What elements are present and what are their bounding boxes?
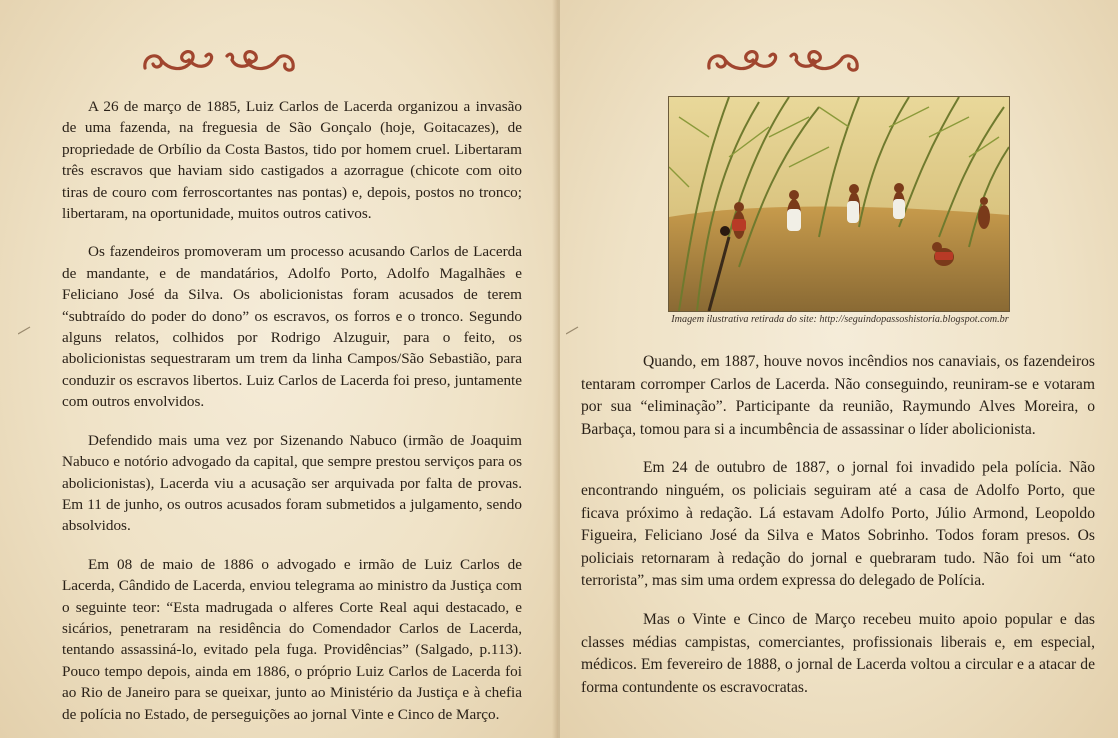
left-page (0, 0, 558, 738)
right-page-text (581, 351, 1095, 715)
paragraph: Quando, em 1887, houve novos incêndios nos canaviais, os fazendeiros tentaram corromper Carlos de Lacerda. Não conseguindo, reuniram-se e votaram por sua “eliminação”. Participante da reunião, Raymundo Alves Moreira, o Barbaça, tomou para si a incumbência de assassinar o líder abolicionista. (581, 353, 1095, 438)
sugarcane-field-illustration (668, 96, 1010, 312)
paragraph: Defendido mais uma vez por Sizenando Nabuco (irmão de Joaquim Nabuco e notório advogado da capital, que sempre prestou serviços para os abolicionistas), Lacerda viu a acusação ser arquivada por falta de provas. Em 11 de junho, os outros acusados foram submetidos a julgamento, sendo absolvidos. (62, 431, 522, 535)
paragraph: Os fazendeiros promoveram um processo acusando Carlos de Lacerda de mandante, e de mandatários, Adolfo Porto, Adolfo Magalhães e Feliciano José da Silva. Os abolicionistas foram acusados de terem “subtraído do poder do dono” os escravos, os forros e o tronco. Segundo alguns relatos, colhidos por Rodrigo Alzuguir, para o feito, os abolicionistas sequestraram um trem da linha Campos/São Sebastião, para conduzir os escravos libertos. Luiz Carlos de Lacerda foi preso, juntamente com outros envolvidos. (62, 243, 522, 411)
scroll-ornament-icon (139, 38, 299, 82)
image-caption: Imagem ilustrativa retirada do site: http://seguindopassoshistoria.blogspot.com.br (671, 314, 1009, 325)
right-page (560, 0, 1118, 738)
paragraph: Em 08 de maio de 1886 o advogado e irmão de Luiz Carlos de Lacerda, Cândido de Lacerda, enviou telegrama ao ministro da Justiça com o seguinte teor: “Esta madrugada o alferes Corte Real aqui destacado, e sicários, penetraram na residência do Comendador Carlos de Lacerda, tentando assassiná-lo, evitado pela fuga. Providências” (Salgado, p.113). Pouco tempo depois, ainda em 1886, o próprio Luiz Carlos de Lacerda foi ao Rio de Janeiro para se queixar, junto ao Ministério da Justiça e à chefia de polícia no Estado, de perseguições ao jornal Vinte e Cinco de Março. (62, 555, 522, 723)
left-page-text (62, 96, 522, 738)
scroll-ornament-icon (703, 38, 863, 82)
paragraph: Em 24 de outubro de 1887, o jornal foi invadido pela polícia. Não encontrando ninguém, os policiais seguiram até a casa de Adolfo Porto, que ficava próximo à redação. Lá estavam Adolfo Porto, Júlio Armond, Leopoldo Figueira, Feliciano José da Silva e Matos Sobrinho. Todos foram presos. Os policiais retornaram à redação do jornal e quebraram tudo. Não foi um “ato terrorista”, mas sim uma ordem expressa do delegado de Polícia. (581, 459, 1095, 590)
paragraph: A 26 de março de 1885, Luiz Carlos de Lacerda organizou a invasão de uma fazenda, na freguesia de São Gonçalo (hoje, Goitacazes), de propriedade de Orbílio da Costa Bastos, tido por homem cruel. Libertaram três escravos que haviam sido castigados a azorrague (chicote com oito tiras de couro com ferroscortantes nas pontas) e, depois, postos no tronco; libertaram, na oportunidade, muitos outros cativos. (62, 98, 522, 223)
page-mark-icon (18, 326, 32, 336)
paragraph: Mas o Vinte e Cinco de Março recebeu muito apoio popular e das classes médias campistas, comerciantes, profissionais liberais e, em especial, médicos. Em fevereiro de 1888, o jornal de Lacerda voltou a circular e a atacar de forma contundente os escravocratas. (581, 610, 1095, 696)
page-mark-icon (566, 326, 580, 336)
